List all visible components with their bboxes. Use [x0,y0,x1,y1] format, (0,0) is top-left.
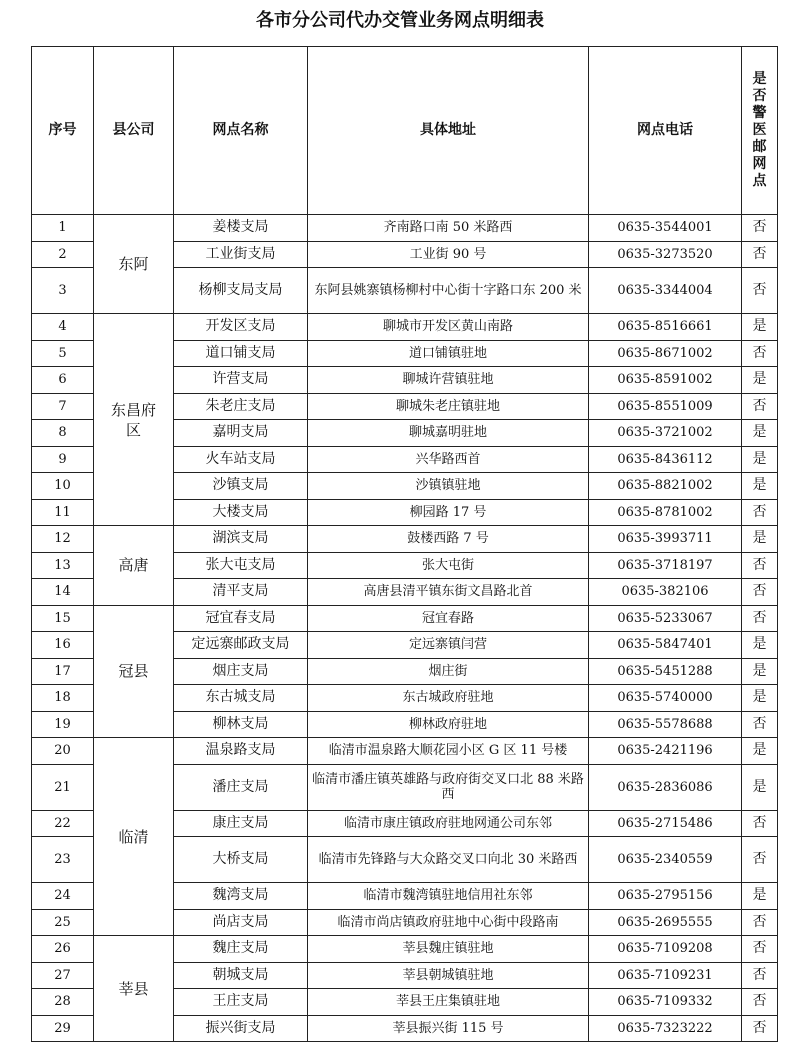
phone-cell: 0635-2795156 [589,883,742,910]
branch-name-cell: 王庄支局 [174,989,308,1016]
branch-name-cell: 东古城支局 [174,685,308,712]
police-post-cell: 否 [742,810,778,837]
phone-cell: 0635-8551009 [589,393,742,420]
seq-cell: 7 [32,393,94,420]
branch-name-cell: 开发区支局 [174,314,308,341]
address-cell: 张大屯街 [308,552,589,579]
table-row [32,526,778,553]
phone-cell: 0635-5740000 [589,685,742,712]
header-phone: 网点电话 [589,47,742,215]
branch-name-cell: 姜楼支局 [174,215,308,242]
seq-cell: 24 [32,883,94,910]
table-row [32,738,778,765]
address-cell: 聊城许营镇驻地 [308,367,589,394]
phone-cell: 0635-8591002 [589,367,742,394]
branch-name-cell: 火车站支局 [174,446,308,473]
address-cell: 东阿县姚寨镇杨柳村中心街十字路口东 200 米 [308,268,589,314]
police-post-cell: 否 [742,268,778,314]
branch-name-cell: 柳林支局 [174,711,308,738]
seq-cell: 19 [32,711,94,738]
seq-cell: 16 [32,632,94,659]
police-post-cell: 否 [742,837,778,883]
phone-cell: 0635-3718197 [589,552,742,579]
seq-cell: 18 [32,685,94,712]
branch-name-cell: 大桥支局 [174,837,308,883]
phone-cell: 0635-2836086 [589,764,742,810]
address-cell: 工业街 90 号 [308,241,589,268]
phone-cell: 0635-2340559 [589,837,742,883]
phone-cell: 0635-7109332 [589,989,742,1016]
header-police-text: 是否警医邮网点 [752,71,767,189]
table-row [32,215,778,242]
address-cell: 道口铺镇驻地 [308,340,589,367]
seq-cell: 13 [32,552,94,579]
branch-name-cell: 大楼支局 [174,499,308,526]
phone-cell: 0635-5233067 [589,605,742,632]
seq-cell: 6 [32,367,94,394]
address-cell: 柳园路 17 号 [308,499,589,526]
seq-cell: 29 [32,1015,94,1042]
seq-cell: 5 [32,340,94,367]
phone-cell: 0635-3344004 [589,268,742,314]
seq-cell: 17 [32,658,94,685]
seq-cell: 10 [32,473,94,500]
address-cell: 聊城市开发区黄山南路 [308,314,589,341]
phone-cell: 0635-7109231 [589,962,742,989]
table-row [32,605,778,632]
address-cell: 临清市康庄镇政府驻地网通公司东邻 [308,810,589,837]
seq-cell: 26 [32,936,94,963]
address-cell: 烟庄街 [308,658,589,685]
police-post-cell: 否 [742,393,778,420]
address-cell: 定远寨镇闫营 [308,632,589,659]
police-post-cell: 否 [742,989,778,1016]
branch-name-cell: 魏庄支局 [174,936,308,963]
seq-cell: 25 [32,909,94,936]
seq-cell: 2 [32,241,94,268]
branch-name-cell: 朱老庄支局 [174,393,308,420]
header-county: 县公司 [94,47,174,215]
police-post-cell: 否 [742,909,778,936]
address-cell: 聊城嘉明驻地 [308,420,589,447]
seq-cell: 22 [32,810,94,837]
police-post-cell: 是 [742,420,778,447]
branch-name-cell: 清平支局 [174,579,308,606]
branch-name-cell: 杨柳支局支局 [174,268,308,314]
phone-cell: 0635-8821002 [589,473,742,500]
phone-cell: 0635-5451288 [589,658,742,685]
branch-name-cell: 振兴街支局 [174,1015,308,1042]
police-post-cell: 是 [742,314,778,341]
phone-cell: 0635-8671002 [589,340,742,367]
police-post-cell: 是 [742,764,778,810]
branch-name-cell: 康庄支局 [174,810,308,837]
address-cell: 莘县魏庄镇驻地 [308,936,589,963]
county-cell: 莘县 [94,936,174,1042]
branch-name-cell: 工业街支局 [174,241,308,268]
address-cell: 临清市魏湾镇驻地信用社东邻 [308,883,589,910]
branch-name-cell: 潘庄支局 [174,764,308,810]
branch-name-cell: 尚店支局 [174,909,308,936]
seq-cell: 28 [32,989,94,1016]
address-cell: 沙镇镇驻地 [308,473,589,500]
seq-cell: 1 [32,215,94,242]
police-post-cell: 是 [742,685,778,712]
phone-cell: 0635-2421196 [589,738,742,765]
county-cell: 高唐 [94,526,174,606]
county-cell: 东昌府区 [94,314,174,526]
police-post-cell: 否 [742,579,778,606]
branch-name-cell: 冠宜春支局 [174,605,308,632]
phone-cell: 0635-8781002 [589,499,742,526]
address-cell: 莘县朝城镇驻地 [308,962,589,989]
county-cell: 东阿 [94,215,174,314]
phone-cell: 0635-8436112 [589,446,742,473]
address-cell: 临清市温泉路大顺花园小区 G 区 11 号楼 [308,738,589,765]
police-post-cell: 否 [742,499,778,526]
seq-cell: 9 [32,446,94,473]
address-cell: 莘县王庄集镇驻地 [308,989,589,1016]
police-post-cell: 否 [742,215,778,242]
phone-cell: 0635-3721002 [589,420,742,447]
phone-cell: 0635-5847401 [589,632,742,659]
phone-cell: 0635-2715486 [589,810,742,837]
police-post-cell: 是 [742,658,778,685]
phone-cell: 0635-7109208 [589,936,742,963]
address-cell: 高唐县清平镇东街文昌路北首 [308,579,589,606]
phone-cell: 0635-5578688 [589,711,742,738]
police-post-cell: 是 [742,446,778,473]
police-post-cell: 是 [742,526,778,553]
police-post-cell: 否 [742,1015,778,1042]
police-post-cell: 否 [742,711,778,738]
branch-name-cell: 沙镇支局 [174,473,308,500]
police-post-cell: 是 [742,473,778,500]
branch-name-cell: 定远寨邮政支局 [174,632,308,659]
seq-cell: 27 [32,962,94,989]
branch-table [31,46,778,1042]
branch-name-cell: 许营支局 [174,367,308,394]
branch-name-cell: 朝城支局 [174,962,308,989]
address-cell: 莘县振兴街 115 号 [308,1015,589,1042]
police-post-cell: 否 [742,936,778,963]
header-address: 具体地址 [308,47,589,215]
police-post-cell: 否 [742,340,778,367]
address-cell: 齐南路口南 50 米路西 [308,215,589,242]
address-cell: 鼓楼西路 7 号 [308,526,589,553]
county-cell: 冠县 [94,605,174,738]
table-row [32,936,778,963]
seq-cell: 21 [32,764,94,810]
branch-name-cell: 张大屯支局 [174,552,308,579]
seq-cell: 20 [32,738,94,765]
address-cell: 临清市先锋路与大众路交叉口向北 30 米路西 [308,837,589,883]
address-cell: 冠宜春路 [308,605,589,632]
branch-name-cell: 烟庄支局 [174,658,308,685]
seq-cell: 12 [32,526,94,553]
branch-name-cell: 魏湾支局 [174,883,308,910]
header-row [32,47,778,215]
seq-cell: 11 [32,499,94,526]
header-police [742,47,778,215]
branch-name-cell: 湖滨支局 [174,526,308,553]
seq-cell: 14 [32,579,94,606]
police-post-cell: 是 [742,632,778,659]
seq-cell: 3 [32,268,94,314]
branch-name-cell: 道口铺支局 [174,340,308,367]
header-seq: 序号 [32,47,94,215]
phone-cell: 0635-3273520 [589,241,742,268]
police-post-cell: 否 [742,241,778,268]
phone-cell: 0635-2695555 [589,909,742,936]
branch-name-cell: 温泉路支局 [174,738,308,765]
address-cell: 东古城政府驻地 [308,685,589,712]
police-post-cell: 否 [742,962,778,989]
county-cell: 临清 [94,738,174,936]
seq-cell: 4 [32,314,94,341]
document-title: 各市分公司代办交管业务网点明细表 [256,10,544,31]
police-post-cell: 否 [742,605,778,632]
phone-cell: 0635-3993711 [589,526,742,553]
branch-name-cell: 嘉明支局 [174,420,308,447]
phone-cell: 0635-3544001 [589,215,742,242]
phone-cell: 0635-382106 [589,579,742,606]
seq-cell: 8 [32,420,94,447]
seq-cell: 15 [32,605,94,632]
address-cell: 聊城朱老庄镇驻地 [308,393,589,420]
phone-cell: 0635-7323222 [589,1015,742,1042]
address-cell: 临清市潘庄镇英雄路与政府街交叉口北 88 米路西 [308,764,589,810]
header-name: 网点名称 [174,47,308,215]
address-cell: 兴华路西首 [308,446,589,473]
police-post-cell: 是 [742,367,778,394]
address-cell: 临清市尚店镇政府驻地中心街中段路南 [308,909,589,936]
table-row [32,314,778,341]
address-cell: 柳林政府驻地 [308,711,589,738]
police-post-cell: 是 [742,738,778,765]
police-post-cell: 否 [742,552,778,579]
police-post-cell: 是 [742,883,778,910]
phone-cell: 0635-8516661 [589,314,742,341]
seq-cell: 23 [32,837,94,883]
table-body [32,215,778,1042]
